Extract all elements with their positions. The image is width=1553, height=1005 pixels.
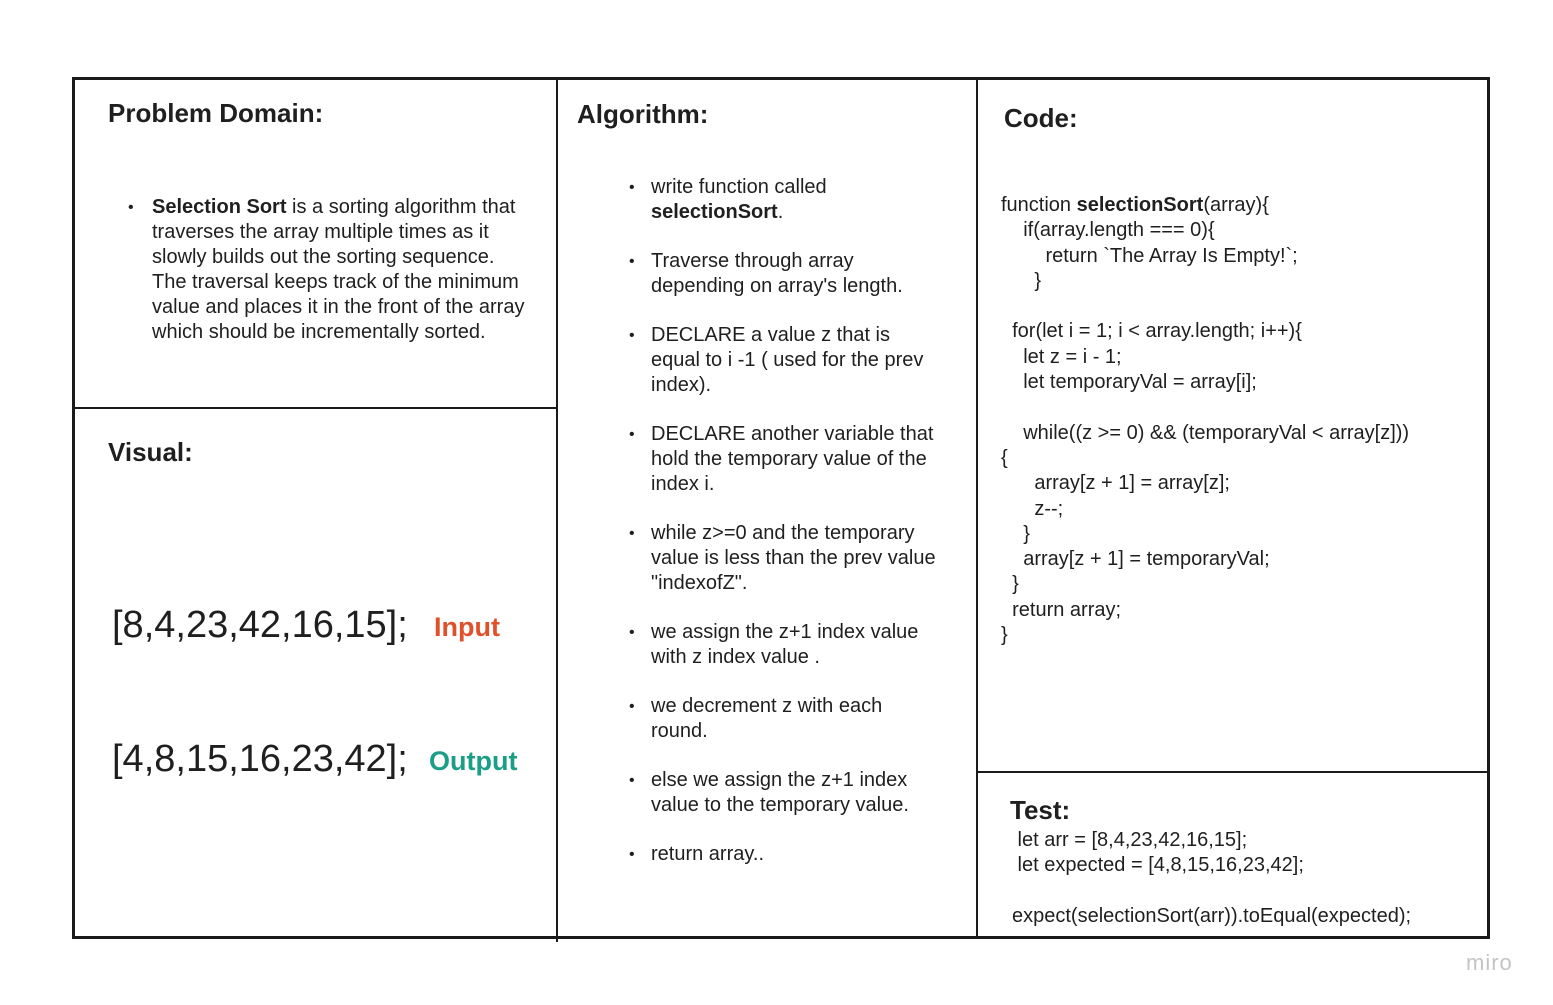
algorithm-step: • else we assign the z+1 index value to the temporary value. (629, 769, 909, 816)
algorithm-step: • we decrement z with each round. (629, 695, 883, 742)
algorithm-steps (629, 175, 941, 867)
test-block: let arr = [8,4,23,42,16,15]; let expected = [4,8,15,16,23,42]; expect(selectionSort(arr)).toEqual(expected); (1012, 829, 1412, 927)
code-fn-name: selectionSort (1076, 194, 1204, 216)
problem-description-text: is a sorting algorithm that traverses the array multiple times as it slowly builds out the sorting sequence. The traversal keeps track of the minimum value and places it in the front of the array which should be incrementally sorted. (152, 196, 525, 343)
algorithm-step: • DECLARE another variable that hold the temporary value of the index i. (629, 423, 934, 495)
divider-left (556, 78, 558, 942)
output-label: Output (429, 746, 518, 776)
divider-right (976, 78, 978, 938)
algorithm-step: • write function called selectionSort. (629, 176, 827, 223)
code-block: function selectionSort(array){ if(array.length === 0){ return `The Array Is Empty!`; } for(let i = 1; i < array.length; i++){ let z = i - 1; let temporaryVal = array[i]; while((z >= 0) && (temporaryVal < array[z])) { array[z + 1] = array[z]; z--; } array[z + 1] = temporaryVal; } return array; } (1001, 194, 1410, 647)
algorithm-step: • DECLARE a value z that is equal to i -1 ( used for the prev index). (629, 324, 924, 396)
selection-sort-term: Selection Sort (152, 196, 287, 218)
algorithm-step: • Traverse through array depending on array's length. (629, 250, 903, 297)
code-heading: Code: (1004, 103, 1078, 133)
problem-domain-description: • Selection Sort is a sorting algorithm that traverses the array multiple times as it slowly builds out the sorting sequence. The traversal keeps track of the minimum value and places it in the front of the array which should be incrementally sorted. (128, 196, 525, 343)
miro-watermark: miro (1466, 950, 1513, 975)
algorithm-step: • we assign the z+1 index value with z index value . (629, 621, 919, 668)
code-body: if(array.length === 0){ return `The Array Is Empty!`; } for(let i = 1; i < array.length; i++){ let z = i - 1; let temporaryVal = array[i]; while((z >= 0) && (temporaryVal < array[z])) { array[z + 1] = array[z]; z--; } array[z + 1] = temporaryVal; } return array; } (1001, 219, 1410, 647)
input-array: [8,4,23,42,16,15]; (112, 604, 408, 646)
input-label: Input (434, 612, 500, 642)
divider-problem-visual (74, 407, 557, 409)
test-heading: Test: (1010, 795, 1071, 825)
visual-heading: Visual: (108, 437, 193, 467)
problem-domain-heading: Problem Domain: (108, 98, 324, 128)
output-array: [4,8,15,16,23,42]; (112, 738, 408, 780)
algorithm-heading: Algorithm: (577, 99, 709, 129)
algorithm-step: • return array.. (629, 843, 764, 865)
selection-sort-fn-name: selectionSort (651, 201, 778, 223)
algorithm-step: • while z>=0 and the temporary value is less than the prev value "indexofZ". (629, 522, 936, 594)
divider-code-test (977, 771, 1487, 773)
